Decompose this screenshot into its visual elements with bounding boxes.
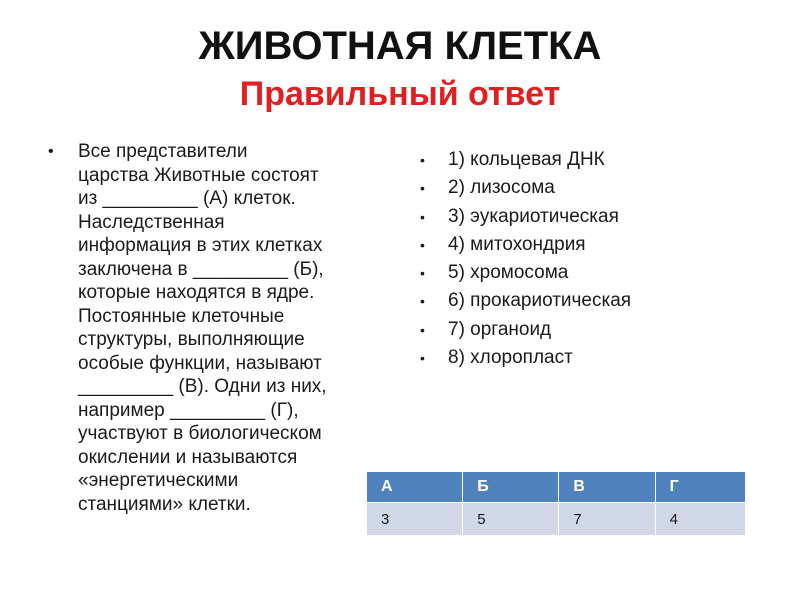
table-header-cell: В — [559, 472, 655, 503]
task-text — [78, 140, 398, 516]
task-text-line: Все представители — [78, 141, 248, 162]
options-list-block — [420, 146, 780, 372]
table-row — [367, 503, 746, 536]
table-cell: 4 — [655, 503, 745, 536]
table-header-cell: А — [367, 472, 463, 503]
slide-title-block — [0, 22, 800, 118]
task-text-line: которые находятся в ядре. — [78, 282, 315, 303]
task-text-line: Наследственная — [78, 211, 225, 233]
task-text-line: из _________ (А) клеток. — [78, 188, 296, 209]
options-list — [420, 146, 780, 372]
option-label: 7) органоид — [448, 318, 552, 340]
task-text-line: окислении и называются — [78, 446, 298, 468]
table-header-cell: Б — [463, 472, 559, 503]
list-item — [420, 231, 780, 259]
task-text-line: царства Животные состоят — [78, 164, 319, 186]
task-text-line: например _________ (Г), — [78, 399, 299, 421]
option-label: 8) хлоропласт — [448, 347, 573, 369]
table-cell: 7 — [559, 503, 655, 536]
option-label: 6) прокариотическая — [448, 290, 632, 312]
list-item — [420, 259, 780, 287]
bullet-icon: • — [420, 236, 425, 253]
table-cell: 5 — [463, 503, 559, 536]
bullet-icon: • — [420, 152, 425, 168]
list-item — [420, 146, 780, 174]
task-text-line: структуры, выполняющие — [78, 329, 305, 350]
task-text-line: информация в этих клетках — [78, 235, 323, 256]
page-subtitle: Правильный ответ — [239, 75, 561, 113]
task-text-line: «энергетическими — [78, 470, 239, 491]
list-item — [420, 174, 780, 202]
task-text-line: Постоянные клеточные — [78, 305, 285, 327]
list-item — [420, 203, 780, 231]
list-item — [420, 287, 780, 315]
task-text-block — [48, 140, 398, 516]
bullet-icon: • — [420, 180, 425, 197]
bullet-icon: • — [420, 321, 425, 338]
option-label: 2) лизосома — [448, 177, 555, 199]
option-label: 3) эукариотическая — [448, 205, 619, 227]
answer-table — [366, 471, 746, 536]
bullet-icon: • — [420, 350, 425, 367]
bullet-icon: • — [420, 265, 425, 282]
option-label: 5) хромосома — [448, 262, 569, 284]
option-label: 4) митохондрия — [448, 233, 586, 255]
task-text-line: особые функции, называют — [78, 352, 322, 374]
table-cell: 3 — [367, 503, 463, 536]
bullet-icon: • — [420, 208, 425, 225]
table-header-row — [367, 472, 746, 503]
list-item — [420, 316, 780, 344]
list-item — [420, 344, 780, 372]
task-text-line: _________ (В). Одни из них, — [78, 376, 327, 397]
task-text-line: заключена в _________ (Б), — [78, 258, 324, 280]
bullet-icon: • — [420, 293, 425, 310]
table-header-cell: Г — [655, 472, 745, 503]
task-text-line: станциями» клетки. — [78, 493, 251, 515]
option-label: 1) кольцевая ДНК — [448, 149, 605, 170]
page-title: ЖИВОТНАЯ КЛЕТКА — [198, 24, 602, 68]
bullet-icon: • — [48, 143, 54, 160]
task-text-line: участвуют в биологическом — [78, 423, 322, 444]
